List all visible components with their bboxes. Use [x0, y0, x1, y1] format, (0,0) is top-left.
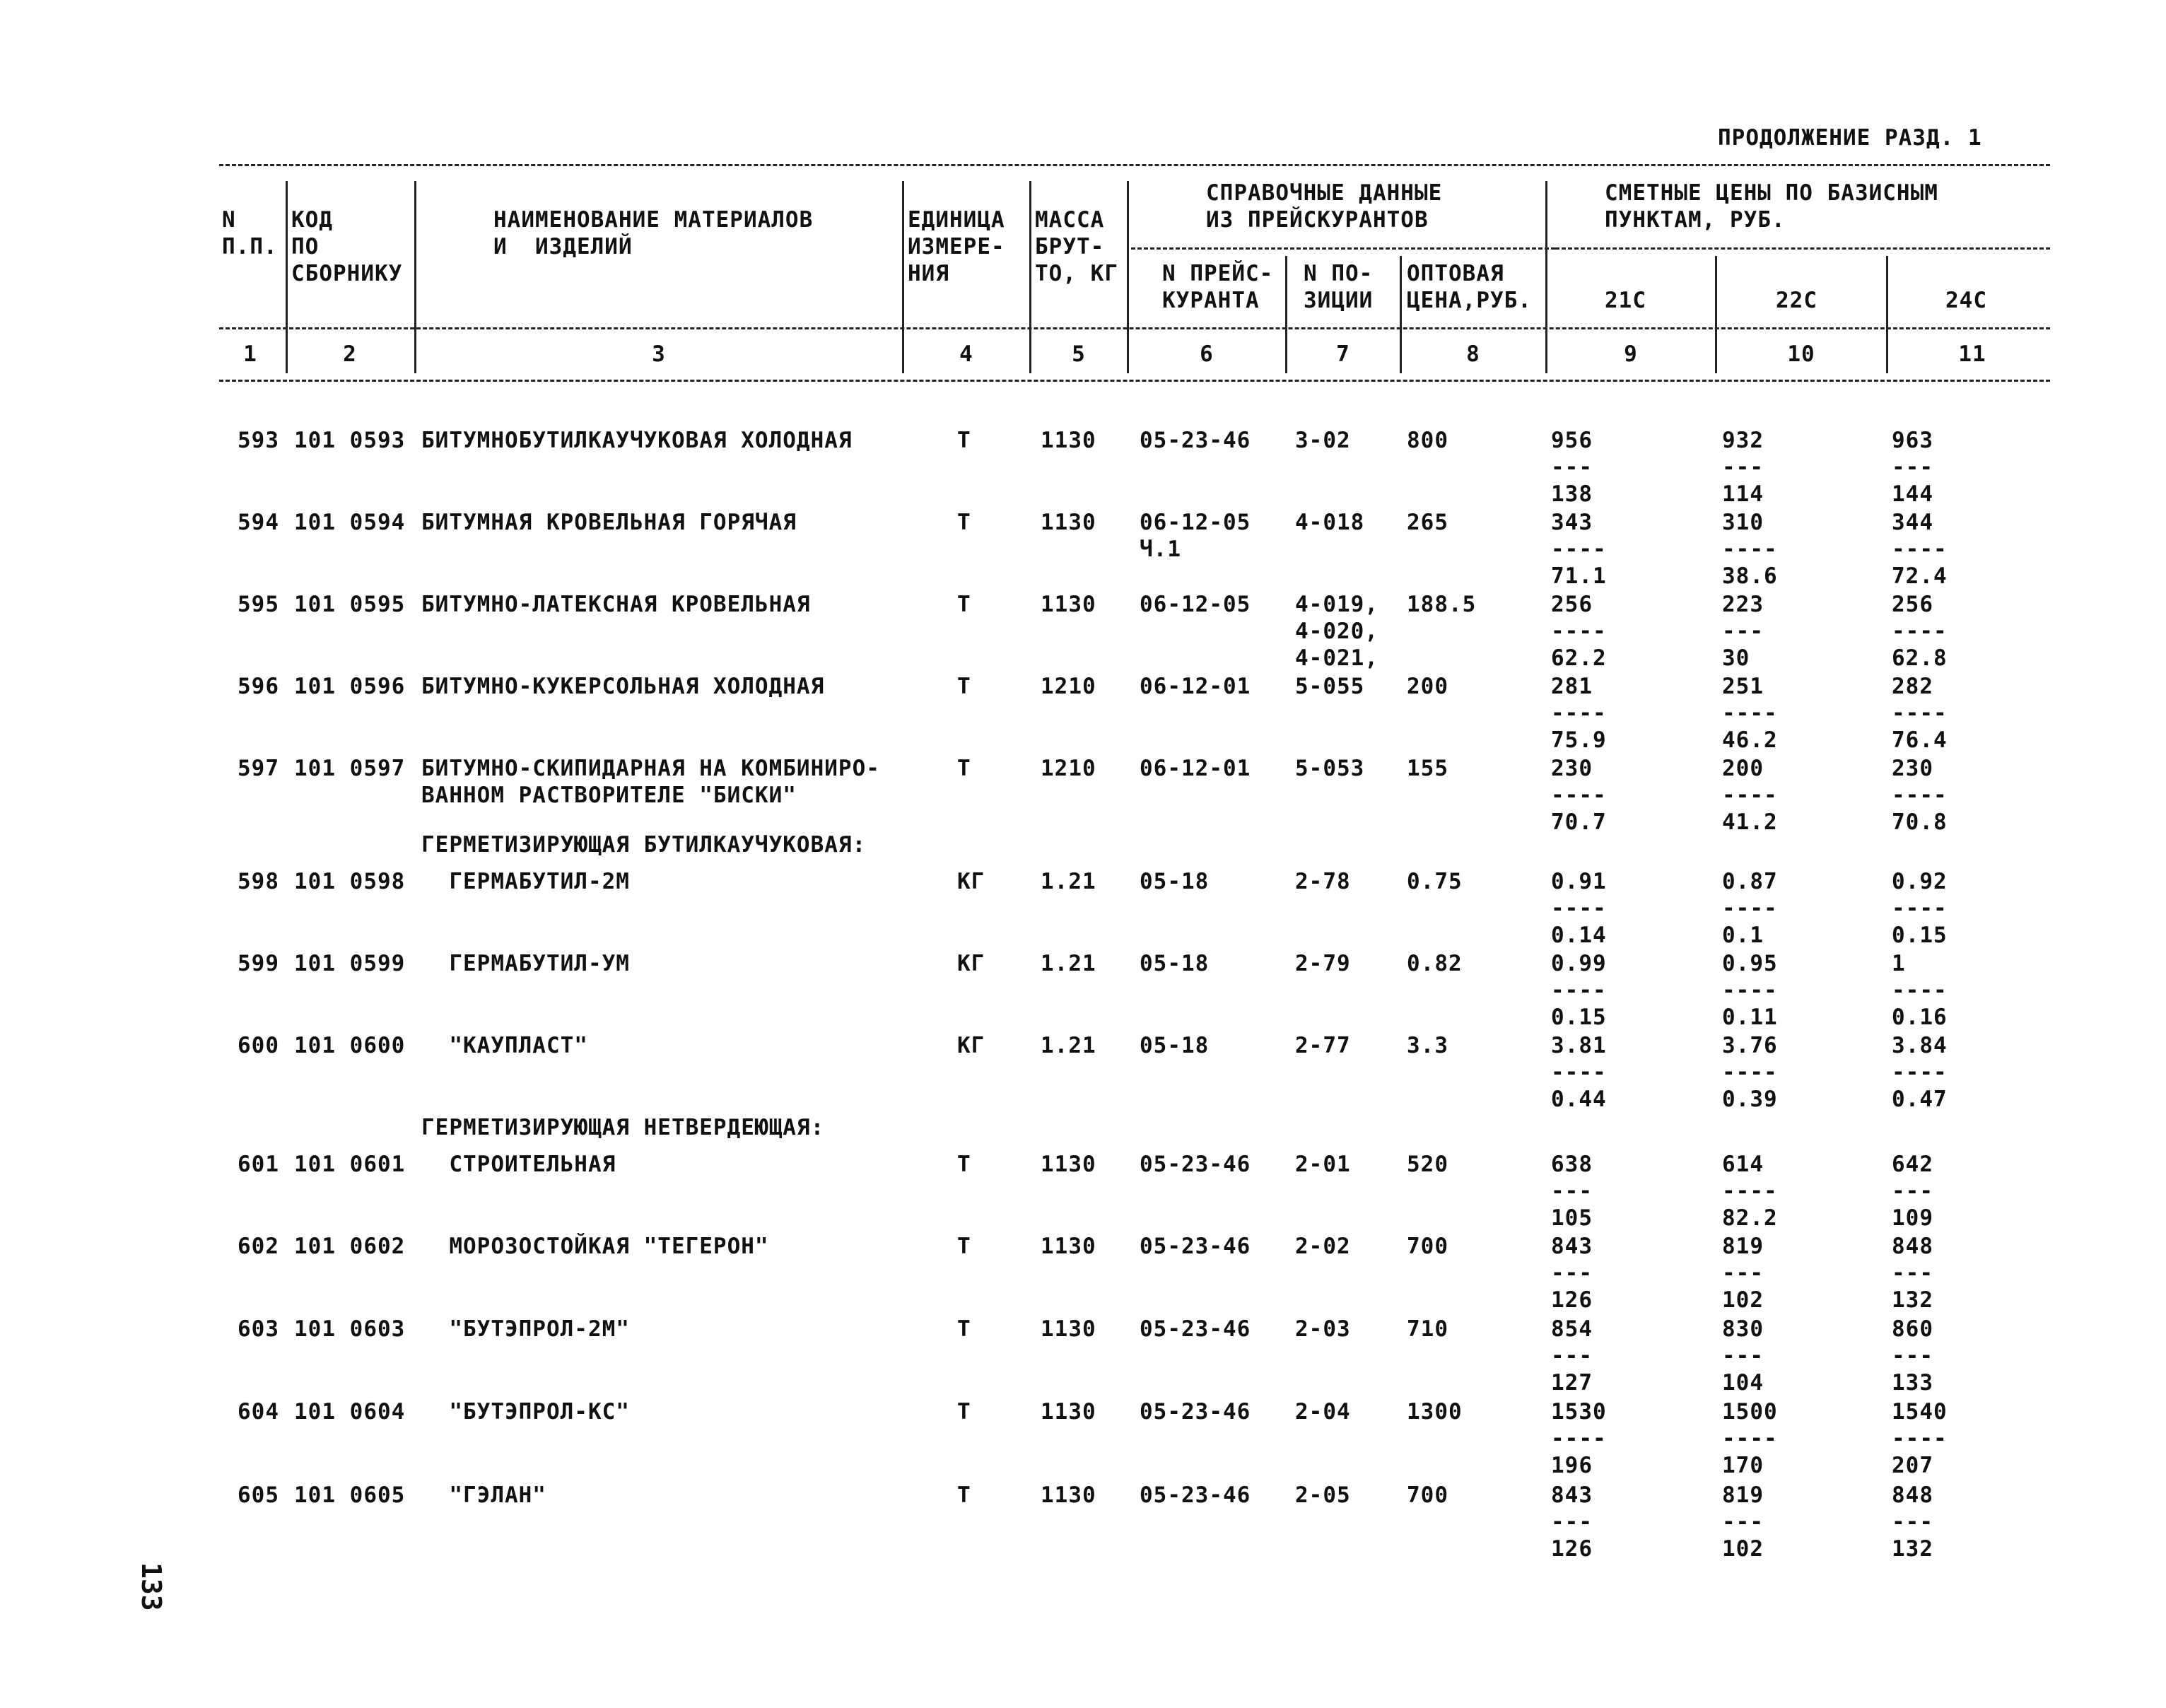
row-position: 2-02	[1295, 1234, 1351, 1259]
row-position: 2-01	[1295, 1152, 1351, 1177]
estimate-price-p22-transport: 102	[1722, 1287, 1764, 1313]
row-price-list: 05-23-46	[1140, 1482, 1251, 1508]
row-wholesale-price: 200	[1407, 674, 1448, 699]
estimate-price-p22-transport: 30	[1722, 645, 1750, 671]
number-sep	[1545, 338, 1547, 373]
estimate-price-p21-transport: 126	[1551, 1287, 1593, 1313]
col-number: 11	[1958, 341, 1986, 367]
group-heading: ГЕРМЕТИЗИРУЮЩАЯ НЕТВЕРДЕЮЩАЯ:	[421, 1115, 825, 1140]
estimate-price-divider: ----	[1722, 978, 1778, 1003]
row-number: 597	[238, 756, 279, 781]
row-price-list: 05-23-46	[1140, 1399, 1251, 1425]
estimate-price-p22-transport: 46.2	[1722, 727, 1778, 753]
estimate-price-p22-transport: 170	[1722, 1453, 1764, 1478]
header-col2-line3: СБОРНИКУ	[291, 261, 403, 286]
header-ref-group-line2: ИЗ ПРЕЙСКУРАНТОВ	[1206, 207, 1429, 233]
number-sep	[414, 338, 416, 373]
row-mass: 1210	[1041, 756, 1096, 781]
row-name: БИТУМНО-ЛАТЕКСНАЯ КРОВЕЛЬНАЯ	[421, 592, 811, 617]
estimate-price-divider: ----	[1892, 896, 1948, 921]
estimate-price-p21: 638	[1551, 1152, 1593, 1177]
header-col11: 24С	[1945, 288, 1987, 313]
group-heading: ГЕРМЕТИЗИРУЮЩАЯ БУТИЛКАУЧУКОВАЯ:	[421, 832, 867, 858]
estimate-price-divider: ----	[1722, 783, 1778, 808]
col-number: 8	[1466, 341, 1480, 367]
header-col7-line1: N ПО-	[1304, 261, 1374, 286]
estimate-price-p24: 848	[1892, 1482, 1933, 1508]
row-mass: 1130	[1041, 1482, 1096, 1508]
row-number: 599	[238, 951, 279, 976]
estimate-price-divider: ----	[1551, 978, 1607, 1003]
estimate-price-divider: ----	[1722, 1426, 1778, 1451]
row-wholesale-price: 0.82	[1407, 951, 1463, 976]
row-name: ГЕРМАБУТИЛ-УМ	[421, 951, 630, 976]
row-unit: КГ	[957, 869, 985, 894]
row-mass: 1.21	[1041, 951, 1096, 976]
row-unit: Т	[957, 592, 971, 617]
row-position: 4-018	[1295, 510, 1365, 535]
estimate-price-p24: 256	[1892, 592, 1933, 617]
estimate-price-p22: 819	[1722, 1234, 1764, 1259]
header-col5-line3: ТО, КГ	[1035, 261, 1118, 286]
row-wholesale-price: 700	[1407, 1482, 1448, 1508]
row-number: 603	[238, 1316, 279, 1342]
header-mid-line	[219, 327, 2050, 329]
row-price-list: 05-23-46	[1140, 1234, 1251, 1259]
estimate-price-p22-transport: 102	[1722, 1536, 1764, 1562]
header-ref-line	[1131, 247, 1555, 250]
row-wholesale-price: 188.5	[1407, 592, 1477, 617]
estimate-price-p22: 830	[1722, 1316, 1764, 1342]
row-wholesale-price: 700	[1407, 1234, 1448, 1259]
row-name: БИТУМНОБУТИЛКАУЧУКОВАЯ ХОЛОДНАЯ	[421, 428, 853, 453]
header-ref-group-line1: СПРАВОЧНЫЕ ДАННЫЕ	[1206, 180, 1443, 206]
row-name: СТРОИТЕЛЬНАЯ	[421, 1152, 616, 1177]
estimate-price-p24-transport: 133	[1892, 1370, 1933, 1396]
row-unit: Т	[957, 1399, 971, 1425]
estimate-price-divider: ----	[1551, 1426, 1607, 1451]
row-code: 101 0594	[294, 510, 406, 535]
row-wholesale-price: 3.3	[1407, 1033, 1448, 1058]
row-wholesale-price: 710	[1407, 1316, 1448, 1342]
estimate-price-p21-transport: 138	[1551, 481, 1593, 507]
estimate-price-p24: 848	[1892, 1234, 1933, 1259]
row-name: "БУТЭПРОЛ-2М"	[421, 1316, 630, 1342]
row-unit: Т	[957, 674, 971, 699]
row-price-list: 05-18	[1140, 951, 1210, 976]
estimate-price-p24-transport: 144	[1892, 481, 1933, 507]
col-number: 1	[243, 341, 257, 367]
estimate-price-p22: 200	[1722, 756, 1764, 781]
estimate-price-p21: 843	[1551, 1482, 1593, 1508]
row-number: 605	[238, 1482, 279, 1508]
estimate-price-p24: 344	[1892, 510, 1933, 535]
header-top-line	[219, 164, 2050, 166]
row-number: 594	[238, 510, 279, 535]
row-number: 596	[238, 674, 279, 699]
estimate-price-p21-transport: 62.2	[1551, 645, 1607, 671]
estimate-price-divider: ---	[1722, 1509, 1764, 1535]
header-col2-line1: КОД	[291, 207, 333, 233]
estimate-price-p21-transport: 71.1	[1551, 563, 1607, 589]
estimate-price-divider: ---	[1551, 1509, 1593, 1535]
row-wholesale-price: 155	[1407, 756, 1448, 781]
estimate-price-p24-transport: 207	[1892, 1453, 1933, 1478]
row-number: 593	[238, 428, 279, 453]
row-unit: Т	[957, 510, 971, 535]
row-code: 101 0605	[294, 1482, 406, 1508]
estimate-price-divider: ---	[1722, 619, 1764, 644]
row-code: 101 0604	[294, 1399, 406, 1425]
estimate-price-p24: 230	[1892, 756, 1933, 781]
number-sep	[1029, 338, 1031, 373]
row-unit: Т	[957, 1152, 971, 1177]
row-unit: Т	[957, 428, 971, 453]
estimate-price-p24-transport: 0.15	[1892, 923, 1948, 948]
header-col2-line2: ПО	[291, 234, 320, 259]
estimate-price-divider: ----	[1722, 896, 1778, 921]
number-sep	[1715, 338, 1717, 373]
row-code: 101 0598	[294, 869, 406, 894]
row-price-list: 06-12-01	[1140, 674, 1251, 699]
estimate-price-divider: ---	[1551, 455, 1593, 480]
row-position: 3-02	[1295, 428, 1351, 453]
row-wholesale-price: 1300	[1407, 1399, 1463, 1425]
row-code: 101 0601	[294, 1152, 406, 1177]
row-price-list: 05-23-46	[1140, 1316, 1251, 1342]
header-col9: 21С	[1605, 288, 1646, 313]
row-price-list: 05-23-46	[1140, 1152, 1251, 1177]
col-number: 9	[1624, 341, 1638, 367]
estimate-price-p21: 1530	[1551, 1399, 1607, 1425]
header-col10: 22С	[1776, 288, 1817, 313]
estimate-price-p22-transport: 0.11	[1722, 1005, 1778, 1030]
header-price-line	[1555, 247, 2050, 250]
row-code: 101 0600	[294, 1033, 406, 1058]
row-position: 2-79	[1295, 951, 1351, 976]
estimate-price-p22: 932	[1722, 428, 1764, 453]
estimate-price-p22: 0.95	[1722, 951, 1778, 976]
estimate-price-divider: ----	[1892, 619, 1948, 644]
row-wholesale-price: 520	[1407, 1152, 1448, 1177]
estimate-price-p24-transport: 0.47	[1892, 1087, 1948, 1112]
number-sep	[1886, 338, 1888, 373]
row-number: 602	[238, 1234, 279, 1259]
number-sep	[286, 338, 288, 373]
row-name: ВАННОМ РАСТВОРИТЕЛЕ "БИСКИ"	[421, 783, 797, 808]
row-position: 4-020,	[1295, 619, 1378, 644]
row-mass: 1130	[1041, 510, 1096, 535]
estimate-price-p21: 0.99	[1551, 951, 1607, 976]
estimate-price-p22: 223	[1722, 592, 1764, 617]
estimate-price-p21-transport: 196	[1551, 1453, 1593, 1478]
row-code: 101 0602	[294, 1234, 406, 1259]
row-code: 101 0595	[294, 592, 406, 617]
estimate-price-divider: ----	[1551, 701, 1607, 726]
row-position: 4-019,	[1295, 592, 1378, 617]
estimate-price-divider: ---	[1722, 1343, 1764, 1369]
estimate-price-divider: ---	[1722, 455, 1764, 480]
estimate-price-divider: ---	[1892, 1178, 1933, 1204]
estimate-price-divider: ---	[1892, 1509, 1933, 1535]
header-col8-line2: ЦЕНА,РУБ.	[1407, 288, 1532, 313]
estimate-price-p21: 854	[1551, 1316, 1593, 1342]
header-col3-line2: И ИЗДЕЛИЙ	[493, 234, 633, 259]
row-mass: 1.21	[1041, 1033, 1096, 1058]
estimate-price-divider: ---	[1722, 1260, 1764, 1286]
row-code: 101 0597	[294, 756, 406, 781]
estimate-price-divider: ----	[1551, 619, 1607, 644]
estimate-price-p22: 0.87	[1722, 869, 1778, 894]
row-mass: 1130	[1041, 1234, 1096, 1259]
row-wholesale-price: 0.75	[1407, 869, 1463, 894]
header-col5-line2: БРУТ-	[1035, 234, 1105, 259]
estimate-price-p21-transport: 126	[1551, 1536, 1593, 1562]
estimate-price-p22-transport: 0.39	[1722, 1087, 1778, 1112]
estimate-price-p21: 0.91	[1551, 869, 1607, 894]
estimate-price-divider: ---	[1892, 1260, 1933, 1286]
row-name: "КАУПЛАСТ"	[421, 1033, 588, 1058]
estimate-price-p21: 343	[1551, 510, 1593, 535]
col-number: 5	[1072, 341, 1086, 367]
row-name: БИТУМНО-КУКЕРСОЛЬНАЯ ХОЛОДНАЯ	[421, 674, 825, 699]
row-price-list: 06-12-01	[1140, 756, 1251, 781]
estimate-price-p21: 256	[1551, 592, 1593, 617]
col-number: 4	[959, 341, 973, 367]
row-code: 101 0593	[294, 428, 406, 453]
estimate-price-p24-transport: 0.16	[1892, 1005, 1948, 1030]
header-col7-line2: ЗИЦИИ	[1304, 288, 1374, 313]
estimate-price-p24-transport: 76.4	[1892, 727, 1948, 753]
header-col1-line2: П.П.	[222, 234, 278, 259]
section-title: ПРОДОЛЖЕНИЕ РАЗД. 1	[1718, 125, 1982, 151]
row-unit: Т	[957, 1234, 971, 1259]
row-unit: Т	[957, 1316, 971, 1342]
page-number: 133	[136, 1562, 167, 1611]
estimate-price-divider: ---	[1892, 1343, 1933, 1369]
row-position: 2-78	[1295, 869, 1351, 894]
estimate-price-divider: ----	[1551, 1060, 1607, 1085]
row-number: 601	[238, 1152, 279, 1177]
estimate-price-p22: 1500	[1722, 1399, 1778, 1425]
estimate-price-divider: ----	[1722, 1060, 1778, 1085]
estimate-price-divider: ----	[1892, 978, 1948, 1003]
estimate-price-p22: 819	[1722, 1482, 1764, 1508]
estimate-price-p21: 956	[1551, 428, 1593, 453]
estimate-price-p24-transport: 132	[1892, 1536, 1933, 1562]
row-number: 600	[238, 1033, 279, 1058]
row-code: 101 0603	[294, 1316, 406, 1342]
header-bottom-line	[219, 380, 2050, 382]
row-mass: 1130	[1041, 1316, 1096, 1342]
estimate-price-p24-transport: 70.8	[1892, 809, 1948, 835]
row-code: 101 0596	[294, 674, 406, 699]
header-col5-line1: МАССА	[1035, 207, 1105, 233]
row-unit: КГ	[957, 1033, 985, 1058]
row-mass: 1130	[1041, 428, 1096, 453]
row-position: 5-053	[1295, 756, 1365, 781]
header-prices-group-line1: СМЕТНЫЕ ЦЕНЫ ПО БАЗИСНЫМ	[1605, 180, 1938, 206]
estimate-price-divider: ---	[1551, 1178, 1593, 1204]
col-number: 7	[1336, 341, 1350, 367]
estimate-price-divider: ----	[1892, 1426, 1948, 1451]
estimate-price-p22: 251	[1722, 674, 1764, 699]
estimate-price-divider: ----	[1892, 783, 1948, 808]
row-price-list: 05-23-46	[1140, 428, 1251, 453]
estimate-price-p24: 0.92	[1892, 869, 1948, 894]
estimate-price-p22-transport: 114	[1722, 481, 1764, 507]
row-number: 595	[238, 592, 279, 617]
estimate-price-divider: ---	[1551, 1260, 1593, 1286]
estimate-price-p22-transport: 38.6	[1722, 563, 1778, 589]
estimate-price-p21: 843	[1551, 1234, 1593, 1259]
estimate-price-divider: ----	[1551, 783, 1607, 808]
header-col8-line1: ОПТОВАЯ	[1407, 261, 1504, 286]
estimate-price-p22: 614	[1722, 1152, 1764, 1177]
estimate-price-p24: 1540	[1892, 1399, 1948, 1425]
estimate-price-p21-transport: 0.15	[1551, 1005, 1607, 1030]
estimate-price-divider: ---	[1551, 1343, 1593, 1369]
row-name: "БУТЭПРОЛ-КС"	[421, 1399, 630, 1425]
row-name: БИТУМНАЯ КРОВЕЛЬНАЯ ГОРЯЧАЯ	[421, 510, 797, 535]
row-position: 2-05	[1295, 1482, 1351, 1508]
estimate-price-p24: 642	[1892, 1152, 1933, 1177]
number-sep	[1285, 338, 1287, 373]
estimate-price-p24-transport: 132	[1892, 1287, 1933, 1313]
header-col1-line1: N	[222, 207, 236, 233]
estimate-price-divider: ----	[1551, 896, 1607, 921]
row-code: 101 0599	[294, 951, 406, 976]
row-number: 598	[238, 869, 279, 894]
estimate-price-p21: 3.81	[1551, 1033, 1607, 1058]
estimate-price-p24: 860	[1892, 1316, 1933, 1342]
estimate-price-p21-transport: 0.44	[1551, 1087, 1607, 1112]
row-wholesale-price: 265	[1407, 510, 1448, 535]
estimate-price-p24: 3.84	[1892, 1033, 1948, 1058]
row-mass: 1130	[1041, 592, 1096, 617]
estimate-price-divider: ----	[1892, 701, 1948, 726]
number-sep	[1400, 338, 1402, 373]
row-name: МОРОЗОСТОЙКАЯ "ТЕГЕРОН"	[421, 1234, 769, 1259]
header-col3-line1: НАИМЕНОВАНИЕ МАТЕРИАЛОВ	[493, 207, 814, 233]
estimate-price-p21: 230	[1551, 756, 1593, 781]
estimate-price-divider: ----	[1551, 537, 1607, 562]
header-prices-group-line2: ПУНКТАМ, РУБ.	[1605, 207, 1786, 233]
row-mass: 1210	[1041, 674, 1096, 699]
estimate-price-p24: 1	[1892, 951, 1906, 976]
estimate-price-divider: ---	[1892, 455, 1933, 480]
number-sep	[1127, 338, 1129, 373]
row-name: "ГЭЛАН"	[421, 1482, 546, 1508]
row-position: 2-04	[1295, 1399, 1351, 1425]
row-wholesale-price: 800	[1407, 428, 1448, 453]
header-col4-line2: ИЗМЕРЕ-	[908, 234, 1005, 259]
estimate-price-p21-transport: 70.7	[1551, 809, 1607, 835]
row-number: 604	[238, 1399, 279, 1425]
estimate-price-p22-transport: 82.2	[1722, 1205, 1778, 1231]
row-unit: Т	[957, 1482, 971, 1508]
estimate-price-divider: ----	[1722, 537, 1778, 562]
estimate-price-divider: ----	[1892, 1060, 1948, 1085]
header-col6-line2: КУРАНТА	[1162, 288, 1260, 313]
col-number: 2	[343, 341, 357, 367]
number-sep	[902, 338, 904, 373]
estimate-price-p22-transport: 41.2	[1722, 809, 1778, 835]
row-price-list: 05-18	[1140, 869, 1210, 894]
estimate-price-p21-transport: 127	[1551, 1370, 1593, 1396]
header-col4-line1: ЕДИНИЦА	[908, 207, 1005, 233]
col-number: 6	[1200, 341, 1214, 367]
estimate-price-p24-transport: 109	[1892, 1205, 1933, 1231]
estimate-price-divider: ----	[1722, 1178, 1778, 1204]
estimate-price-p22: 3.76	[1722, 1033, 1778, 1058]
estimate-price-p21: 281	[1551, 674, 1593, 699]
estimate-price-p24: 282	[1892, 674, 1933, 699]
row-position: 5-055	[1295, 674, 1365, 699]
header-col4-line3: НИЯ	[908, 261, 949, 286]
col-number: 10	[1787, 341, 1815, 367]
estimate-price-divider: ----	[1722, 701, 1778, 726]
row-price-list: 06-12-05	[1140, 510, 1251, 535]
estimate-price-p21-transport: 105	[1551, 1205, 1593, 1231]
row-position: 2-77	[1295, 1033, 1351, 1058]
row-mass: 1.21	[1041, 869, 1096, 894]
row-unit: КГ	[957, 951, 985, 976]
estimate-price-p24-transport: 62.8	[1892, 645, 1948, 671]
row-unit: Т	[957, 756, 971, 781]
row-price-list: 05-18	[1140, 1033, 1210, 1058]
row-position: 4-021,	[1295, 645, 1378, 671]
estimate-price-p22: 310	[1722, 510, 1764, 535]
header-col6-line1: N ПРЕЙС-	[1162, 261, 1274, 286]
row-name: ГЕРМАБУТИЛ-2М	[421, 869, 630, 894]
estimate-price-p22-transport: 0.1	[1722, 923, 1764, 948]
estimate-price-p24-transport: 72.4	[1892, 563, 1948, 589]
col-number: 3	[652, 341, 666, 367]
row-mass: 1130	[1041, 1152, 1096, 1177]
row-position: 2-03	[1295, 1316, 1351, 1342]
estimate-price-p21-transport: 0.14	[1551, 923, 1607, 948]
row-price-list: 06-12-05	[1140, 592, 1251, 617]
row-name: БИТУМНО-СКИПИДАРНАЯ НА КОМБИНИРО-	[421, 756, 880, 781]
estimate-price-p24: 963	[1892, 428, 1933, 453]
estimate-price-p21-transport: 75.9	[1551, 727, 1607, 753]
estimate-price-divider: ----	[1892, 537, 1948, 562]
row-price-list: Ч.1	[1140, 537, 1181, 562]
estimate-price-p22-transport: 104	[1722, 1370, 1764, 1396]
row-mass: 1130	[1041, 1399, 1096, 1425]
